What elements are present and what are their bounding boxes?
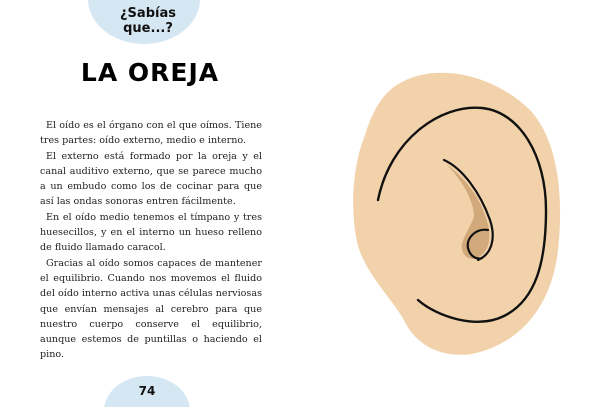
section-kicker: ¿Sabías que...? xyxy=(120,6,176,36)
paragraph: El externo está formado por la oreja y el canal auditivo externo, que se parece mucho a un embudo como los de cocinar para que así las ondas sonoras entren fácilmente. xyxy=(40,150,262,208)
paragraph: El oído es el órgano con el que oímos. Tiene tres partes: oído externo, medio e interno. xyxy=(40,120,262,147)
page-title: LA OREJA xyxy=(80,58,220,87)
paragraph: En el oído medio tenemos el tímpano y tres huesecillos, y en el interno un hueso relleno de fluido llamado caracol. xyxy=(40,211,262,254)
page-number: 74 xyxy=(138,384,156,398)
article-body xyxy=(40,118,262,363)
ear-skin-shape xyxy=(353,73,560,355)
ear-illustration-icon xyxy=(350,68,570,358)
paragraph: Gracias al oído somos capaces de mantener el equilibrio. Cuando nos movemos el fluido del oído interno activa unas células nerviosas que envían mensajes al cerebro para que nuestro cuerpo conserve el equilibrio, aunque estemos de puntillas o haciendo el pino. xyxy=(40,257,262,361)
